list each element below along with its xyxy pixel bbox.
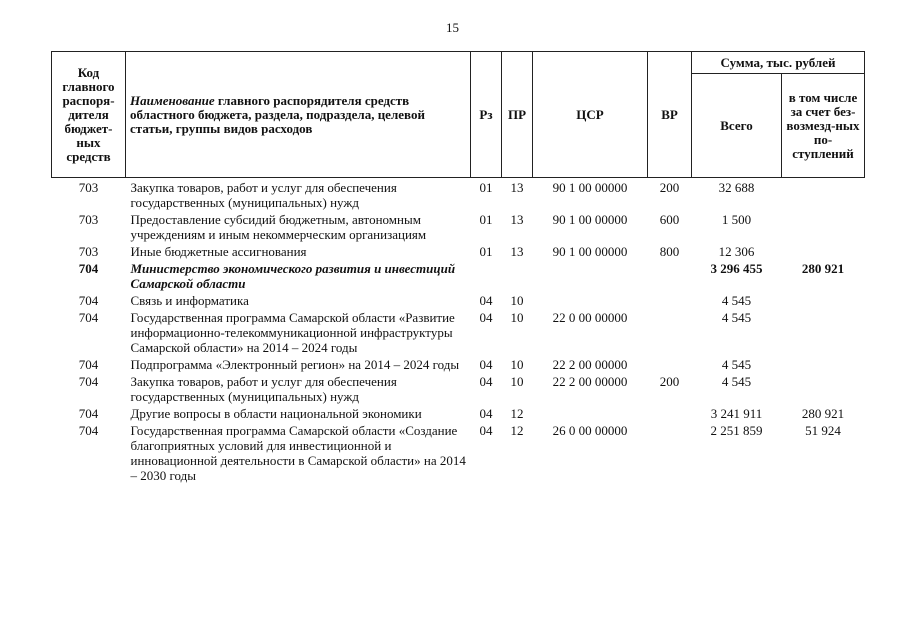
- table-header: [52, 52, 865, 178]
- cell-vr: 200: [659, 374, 680, 389]
- cell-pr: 12: [510, 423, 524, 438]
- cell-gratuitous: [782, 178, 865, 211]
- header-total: Всего: [692, 74, 782, 178]
- cell-pr: 12: [510, 406, 524, 421]
- table-row: [52, 242, 865, 259]
- header-name: [126, 52, 471, 178]
- cell-csr: 22 2 00 00000: [552, 357, 628, 372]
- cell-total: 4 545: [721, 293, 752, 308]
- cell-total: 3 296 455: [710, 261, 763, 276]
- cell-code: 704: [78, 357, 99, 372]
- cell-name: Подпрограмма «Электронный регион» на 2014 – 2024 годы: [130, 357, 460, 372]
- cell-csr: [533, 404, 648, 421]
- cell-csr: 22 0 00 00000: [552, 310, 628, 325]
- cell-gratuitous: [782, 308, 865, 355]
- cell-vr: 200: [659, 180, 680, 195]
- table-row: [52, 372, 865, 404]
- cell-pr: 10: [510, 374, 524, 389]
- cell-code: 703: [78, 180, 99, 195]
- cell-total: 32 688: [718, 180, 755, 195]
- table-row: [52, 178, 865, 211]
- cell-gratuitous: [782, 242, 865, 259]
- cell-name: Государственная программа Самарской области «Развитие информационно-телекоммуникационной инфраструктуры Самарской области» на 2014 – 2024 годы: [130, 310, 455, 355]
- cell-rz: 01: [479, 244, 493, 259]
- header-code: Код главного распоря-дителя бюджет-ных средств: [52, 52, 126, 178]
- cell-total: 4 545: [721, 374, 752, 389]
- header-name-rest: главного распорядителя средств областного бюджета, раздела, подраздела, целевой статьи, группы видов расходов: [130, 92, 425, 136]
- table-body: [52, 178, 865, 484]
- cell-total: 4 545: [721, 357, 752, 372]
- cell-gratuitous: 280 921: [801, 261, 845, 276]
- table-row: [52, 308, 865, 355]
- header-rz: Рз: [471, 52, 502, 178]
- cell-total: 2 251 859: [710, 423, 763, 438]
- cell-pr: 10: [510, 357, 524, 372]
- header-gratuitous: в том числе за счет без-возмезд-ных по-ступлений: [782, 74, 865, 178]
- cell-code: 703: [78, 244, 99, 259]
- cell-vr: [648, 259, 692, 291]
- table-row: [52, 355, 865, 372]
- cell-csr: 90 1 00 00000: [552, 212, 628, 227]
- cell-gratuitous: 51 924: [805, 423, 841, 438]
- cell-code: 704: [78, 261, 99, 276]
- table-row: [52, 421, 865, 483]
- cell-code: 703: [78, 212, 99, 227]
- cell-rz: 04: [479, 310, 493, 325]
- cell-rz: 01: [479, 180, 493, 195]
- cell-rz: 01: [479, 212, 493, 227]
- cell-gratuitous: [782, 372, 865, 404]
- cell-total: 3 241 911: [710, 406, 763, 421]
- cell-code: 704: [78, 423, 99, 438]
- cell-code: 704: [78, 293, 99, 308]
- table-row: [52, 404, 865, 421]
- cell-csr: 90 1 00 00000: [552, 244, 628, 259]
- cell-csr: [533, 259, 648, 291]
- cell-name: Министерство экономического развития и инвестиций Самарской области: [130, 261, 456, 291]
- cell-vr: [648, 421, 692, 483]
- cell-name: Другие вопросы в области национальной экономики: [130, 406, 422, 421]
- cell-code: 704: [78, 374, 99, 389]
- header-csr: ЦСР: [533, 52, 648, 178]
- cell-pr: 10: [510, 293, 524, 308]
- cell-csr: [533, 291, 648, 308]
- cell-csr: 90 1 00 00000: [552, 180, 628, 195]
- header-pr: ПР: [502, 52, 533, 178]
- cell-rz: [471, 259, 502, 291]
- cell-name: Предоставление субсидий бюджетным, автономным учреждениям и иным некоммерческим организациям: [130, 212, 427, 242]
- cell-gratuitous: [782, 291, 865, 308]
- cell-vr: [648, 291, 692, 308]
- cell-name: Государственная программа Самарской области «Создание благоприятных условий для инвестиционной и инновационной деятельности в Самарской области» на 2014 – 2030 годы: [130, 423, 466, 483]
- cell-pr: 10: [510, 310, 524, 325]
- cell-pr: [502, 259, 533, 291]
- cell-vr: 800: [659, 244, 680, 259]
- cell-total: 4 545: [721, 310, 752, 325]
- cell-vr: [648, 308, 692, 355]
- cell-vr: [648, 355, 692, 372]
- table-row: [52, 259, 865, 291]
- cell-vr: [648, 404, 692, 421]
- cell-name: Связь и информатика: [130, 293, 249, 308]
- cell-gratuitous: [782, 355, 865, 372]
- header-sum: Сумма, тыс. рублей: [692, 52, 865, 74]
- cell-rz: 04: [479, 357, 493, 372]
- cell-code: 704: [78, 406, 99, 421]
- cell-name: Закупка товаров, работ и услуг для обеспечения государственных (муниципальных) нужд: [130, 180, 397, 210]
- cell-code: 704: [78, 310, 99, 325]
- cell-csr: 26 0 00 00000: [552, 423, 628, 438]
- cell-pr: 13: [510, 244, 524, 259]
- cell-rz: 04: [479, 423, 493, 438]
- cell-rz: 04: [479, 406, 493, 421]
- budget-table: [51, 51, 865, 483]
- cell-gratuitous: 280 921: [801, 406, 845, 421]
- cell-rz: 04: [479, 293, 493, 308]
- cell-pr: 13: [510, 212, 524, 227]
- table-row: [52, 291, 865, 308]
- header-name-lead: Наименование: [130, 92, 215, 108]
- cell-gratuitous: [782, 210, 865, 242]
- cell-rz: 04: [479, 374, 493, 389]
- cell-total: 1 500: [721, 212, 752, 227]
- cell-name: Иные бюджетные ассигнования: [130, 244, 307, 259]
- cell-pr: 13: [510, 180, 524, 195]
- cell-csr: 22 2 00 00000: [552, 374, 628, 389]
- table-row: [52, 210, 865, 242]
- cell-name: Закупка товаров, работ и услуг для обеспечения государственных (муниципальных) нужд: [130, 374, 397, 404]
- page-number: 15: [446, 20, 459, 35]
- cell-total: 12 306: [718, 244, 755, 259]
- cell-vr: 600: [659, 212, 680, 227]
- header-vr: ВР: [648, 52, 692, 178]
